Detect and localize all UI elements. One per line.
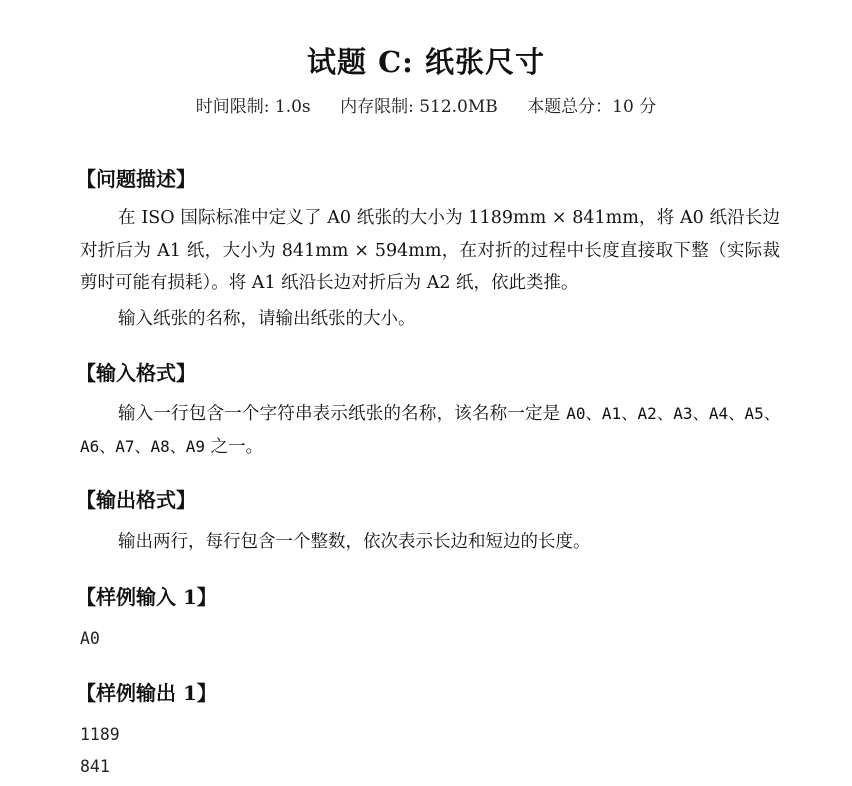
sample-input-line: A0 [80, 629, 100, 648]
output-format-paragraph: 输出两行，每行包含一个整数，依次表示长边和短边的长度。 [118, 532, 591, 552]
input-format-paragraph [80, 398, 780, 463]
paper-name-list: A0、A1、A2、A3、A4、A5、A6、A7、A8、A9 [80, 404, 780, 456]
output-format-heading: 【输出格式】 [76, 488, 196, 512]
time-limit: 时间限制: 1.0s [195, 97, 311, 117]
page-title: 试题 C: 纸张尺寸 [307, 45, 545, 79]
problem-description-heading: 【问题描述】 [76, 167, 196, 191]
sample-output-line: 841 [80, 757, 110, 776]
problem-meta [0, 94, 852, 120]
problem-description-task: 输入纸张的名称，请输出纸张的大小。 [118, 309, 416, 329]
input-format-text: 输入一行包含一个字符串表示纸张的名称，该名称一定是 [118, 404, 567, 424]
total-score: 本题总分：10 分 [527, 97, 657, 117]
problem-description-paragraph: 在 ISO 国际标准中定义了 A0 纸张的大小为 1189mm × 841mm，将 A0 纸沿长边对折后为 A1 纸，大小为 841mm × 594mm，在对折的过程中长度直接取下整（实际裁剪时可能有损耗）。将 A1 纸沿长边对折后为 A2 纸，依此类推。 [80, 208, 780, 293]
input-format-heading: 【输入格式】 [76, 361, 196, 385]
sample-input-heading: 【样例输入 1】 [76, 585, 217, 609]
sample-output-heading: 【样例输出 1】 [76, 681, 217, 705]
memory-limit: 内存限制: 512.0MB [340, 97, 498, 117]
input-format-text-end: 之一。 [205, 436, 264, 457]
sample-output-line: 1189 [80, 725, 120, 744]
